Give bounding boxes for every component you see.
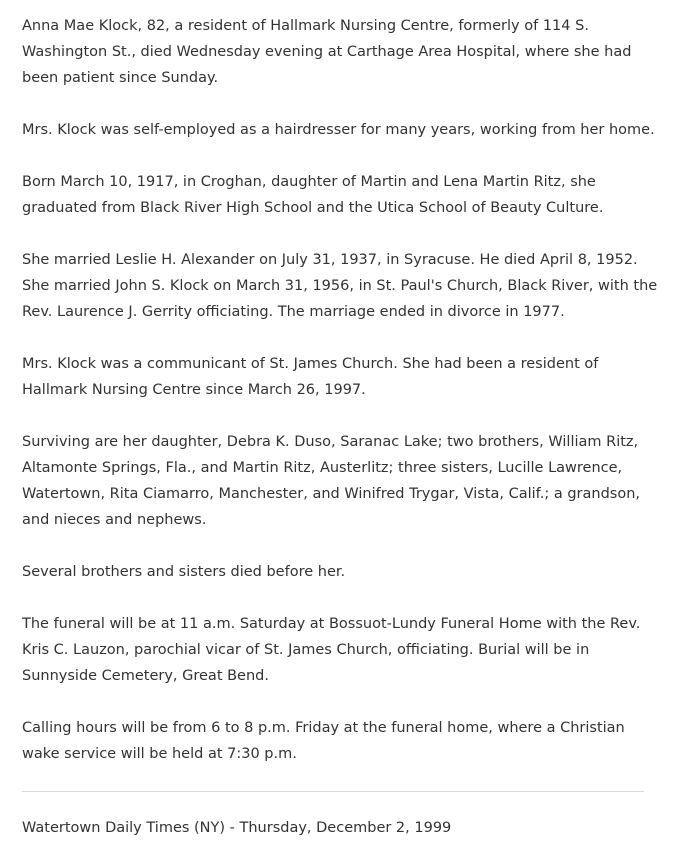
paragraph-occupation: Mrs. Klock was self-employed as a hairdresser for many years, working from her home. xyxy=(22,122,655,138)
obituary-article xyxy=(22,13,662,793)
paragraph-birth: Born March 10, 1917, in Croghan, daughter of Martin and Lena Martin Ritz, she graduated from Black River High School and the Utica School of Beauty Culture. xyxy=(22,174,604,216)
paragraph-survivors: Surviving are her daughter, Debra K. Duso, Saranac Lake; two brothers, William Ritz, Altamonte Springs, Fla., and Martin Ritz, Austerlitz; three sisters, Lucille Lawrence, Watertown, Rita Ciamarro, Manchester, and Winifred Trygar, Vista, Calif.; a grandson, and nieces and nephews. xyxy=(22,434,640,528)
divider xyxy=(22,791,644,792)
paragraph-marriages: She married Leslie H. Alexander on July 31, 1937, in Syracuse. He died April 8, 1952. She married John S. Klock on March 31, 1956, in St. Paul's Church, Black River, with the Rev. Laurence J. Gerrity officiating. The marriage ended in divorce in 1977. xyxy=(22,252,658,320)
source-citation: Watertown Daily Times (NY) - Thursday, December 2, 1999 xyxy=(22,820,452,836)
paragraph-church: Mrs. Klock was a communicant of St. James Church. She had been a resident of Hallmark Nursing Centre since March 26, 1997. xyxy=(22,356,599,398)
paragraph-calling-hours: Calling hours will be from 6 to 8 p.m. Friday at the funeral home, where a Christian wake service will be held at 7:30 p.m. xyxy=(22,720,625,762)
paragraph-funeral: The funeral will be at 11 a.m. Saturday at Bossuot-Lundy Funeral Home with the Rev. Kris C. Lauzon, parochial vicar of St. James Church, officiating. Burial will be in Sunnyside Cemetery, Great Bend. xyxy=(22,616,641,684)
paragraph-predeceased: Several brothers and sisters died before her. xyxy=(22,564,346,580)
paragraph-death-notice: Anna Mae Klock, 82, a resident of Hallmark Nursing Centre, formerly of 114 S. Washington St., died Wednesday evening at Carthage Area Hospital, where she had been patient since Sunday. xyxy=(22,18,632,86)
